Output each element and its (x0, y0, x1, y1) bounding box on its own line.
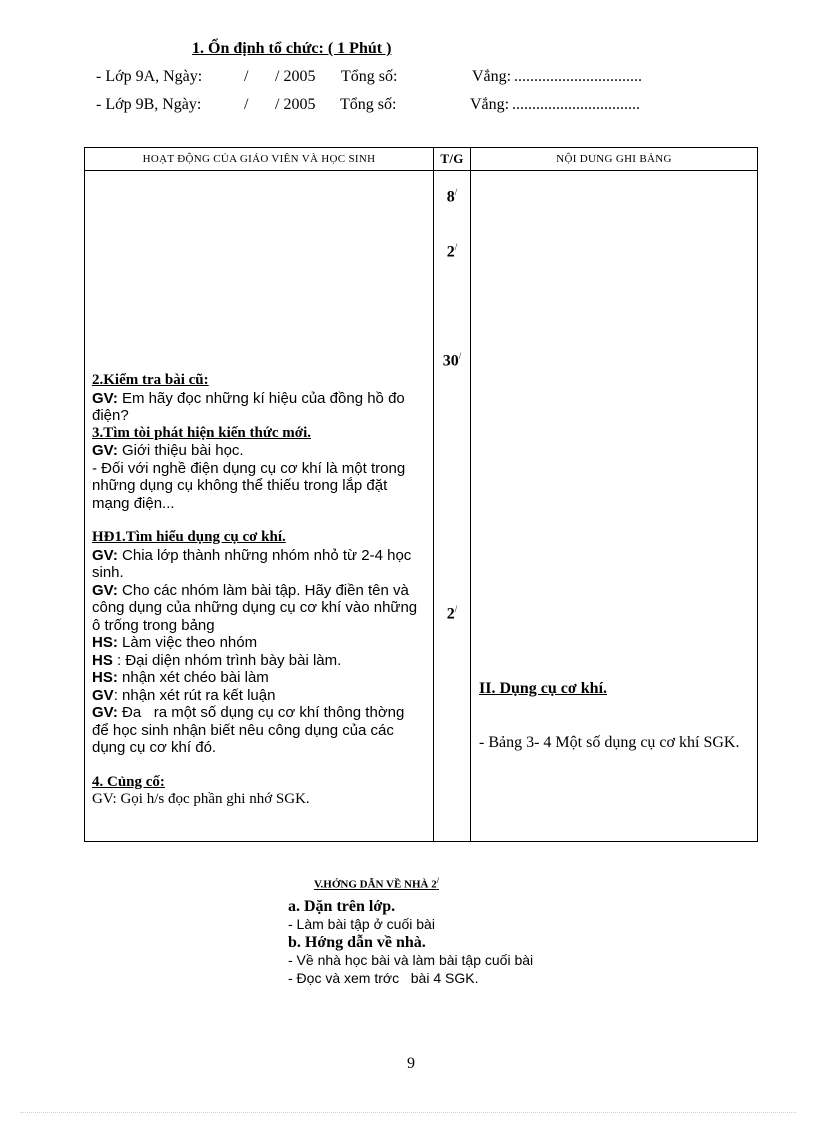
activities-text (92, 372, 422, 809)
activity-text: Chia lớp thành những nhóm nhỏ từ 2-4 học sinh. (92, 546, 412, 581)
speaker-label: GV: (92, 704, 118, 721)
speaker-label: GV: (92, 581, 118, 599)
table-body-row (85, 171, 758, 842)
homework-b-title: b. Hớng dẫn về nhà. (288, 934, 426, 951)
lesson-table (84, 147, 758, 842)
speaker-label: GV (92, 686, 114, 704)
new-knowledge-title: 3.Tìm tòi phát hiện kiến thức mới. (92, 424, 311, 441)
absent-label: Vắng: (470, 96, 510, 113)
homework-b-item: - Về nhà học bài và làm bài tập cuối bài (288, 952, 534, 968)
date-slash: / (244, 96, 249, 113)
time-value: 2/ (446, 242, 458, 261)
activities-cell (85, 171, 434, 842)
page-number: 9 (407, 1055, 415, 1072)
activity-text: : Đại diện nhóm trình bày bài làm. (117, 651, 342, 669)
absent-dots: ................................ (512, 96, 640, 113)
time-value: 8/ (446, 187, 458, 206)
activity-text: - Đối với nghề điện dụng cụ cơ khí là một trong những dụng cụ không thể thiếu trong lắp đặt mạng điện... (92, 459, 406, 512)
activity-text: nhận xét chéo bài làm (122, 669, 269, 686)
class-label: - Lớp 9A, Ngày: (96, 68, 203, 85)
activity-text: Đa ra một số dụng cụ cơ khí thông thờng để học sinh nhận biết nêu công dụng của các dụng cụ cơ khí đó. (92, 704, 417, 756)
homework-b-item: - Đọc và xem trớc bài 4 SGK. (288, 970, 479, 986)
activity-text: Cho các nhóm làm bài tập. Hãy điền tên và công dụng của những dụng cụ cơ khí vào những ô trống trong bảng (92, 581, 418, 634)
header-time: T/G (434, 148, 471, 171)
section-1-title: 1. Ổn định tổ chức: ( 1 Phút ) (192, 40, 392, 57)
absent-dots: ................................ (514, 68, 642, 85)
date-year: / 2005 (275, 96, 316, 113)
date-slash: / (244, 68, 249, 85)
content-cell (471, 171, 758, 842)
activity-text: : nhận xét rút ra kết luận (113, 686, 276, 704)
speaker-label: GV: (92, 442, 118, 459)
check-old-lesson-title: 2.Kiểm tra bài cũ: (92, 372, 209, 388)
activity-text: Giới thiệu bài học. (122, 442, 244, 459)
speaker-label: GV: (92, 389, 118, 407)
content-text: - Bảng 3- 4 Một số dụng cụ cơ khí SGK. (479, 734, 740, 751)
total-label: Tổng số: (341, 68, 398, 85)
speaker-label: HS (92, 651, 113, 669)
absent-label: Vắng: (472, 68, 512, 85)
speaker-label: GV: (92, 546, 118, 564)
date-year: / 2005 (275, 68, 316, 85)
time-cell (434, 171, 471, 842)
content-title: II. Dụng cụ cơ khí. (479, 680, 608, 697)
total-label: Tổng số: (340, 96, 397, 113)
activity-text: Em hãy đọc những kí hiệu của đồng hồ đo điện? (92, 389, 405, 424)
activity-text: GV: Gọi h/s đọc phần ghi nhớ SGK. (92, 791, 310, 807)
time-value: 2/ (446, 604, 458, 623)
activity-text: Làm việc theo nhóm (122, 634, 258, 651)
homework-title: V.HỚNG DẪN VỀ NHÀ 2/ (314, 876, 439, 891)
hd1-title: HĐ1.Tìm hiểu dụng cụ cơ khí. (92, 529, 286, 545)
homework-a-title: a. Dặn trên lớp. (288, 898, 396, 915)
header-content: NỘI DUNG GHI BẢNG (471, 148, 758, 171)
speaker-label: HS: (92, 634, 118, 651)
time-value: 30/ (442, 351, 462, 370)
consolidation-title: 4. Củng cố: (92, 773, 165, 790)
table-header-row (85, 148, 758, 171)
class-label: - Lớp 9B, Ngày: (96, 96, 202, 113)
speaker-label: HS: (92, 669, 118, 686)
homework-a-item: - Làm bài tập ở cuối bài (288, 916, 435, 932)
header-activities: HOẠT ĐỘNG CỦA GIÁO VIÊN VÀ HỌC SINH (85, 148, 434, 171)
page-bottom-divider (20, 1112, 796, 1113)
